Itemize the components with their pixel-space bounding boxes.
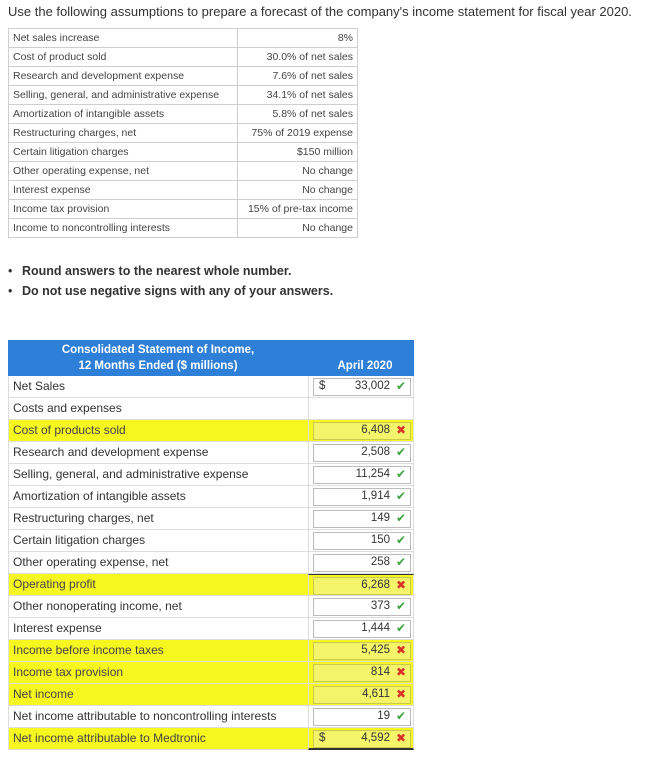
column-header-april-2020: April 2020 (337, 360, 393, 372)
answer-value: 6,408 (361, 424, 390, 436)
assumption-value: 8% (238, 29, 358, 48)
answer-input[interactable] (313, 444, 411, 462)
assumption-value: No change (238, 162, 358, 181)
answer-input[interactable] (313, 686, 411, 704)
answer-input[interactable] (313, 620, 411, 638)
x-mark-icon: ✖ (395, 665, 406, 679)
statement-row (8, 552, 414, 574)
assumption-row (9, 67, 358, 86)
checkmark-icon: ✔ (395, 445, 406, 459)
checkmark-icon: ✔ (395, 599, 406, 613)
statement-value-cell (308, 706, 414, 728)
statement-row-label: Selling, general, and administrative expense (8, 464, 308, 486)
assumption-row (9, 200, 358, 219)
assumption-row (9, 86, 358, 105)
statement-row-label: Net income (8, 684, 308, 706)
statement-row-label: Certain litigation charges (8, 530, 308, 552)
x-mark-icon: ✖ (395, 731, 406, 745)
statement-value-cell (308, 574, 414, 596)
assumption-label: Interest expense (9, 181, 238, 200)
assumption-row (9, 124, 358, 143)
assumption-label: Selling, general, and administrative expense (9, 86, 238, 105)
assumption-row (9, 48, 358, 67)
statement-value-cell (308, 442, 414, 464)
statement-value-cell (308, 684, 414, 706)
assumption-row (9, 105, 358, 124)
answer-input[interactable] (313, 510, 411, 528)
assumption-label: Other operating expense, net (9, 162, 238, 181)
answer-value: 373 (370, 600, 390, 612)
checkmark-icon: ✔ (395, 489, 406, 503)
statement-row-label: Income tax provision (8, 662, 308, 684)
assumption-row (9, 143, 358, 162)
assumption-value: 15% of pre-tax income (238, 200, 358, 219)
checkmark-icon: ✔ (395, 379, 406, 393)
assumption-label: Certain litigation charges (9, 143, 238, 162)
statement-row-label: Restructuring charges, net (8, 508, 308, 530)
statement-row (8, 486, 414, 508)
dollar-sign: $ (319, 380, 326, 392)
statement-row-label: Other nonoperating income, net (8, 596, 308, 618)
statement-row (8, 706, 414, 728)
statement-row (8, 684, 414, 706)
checkmark-icon: ✔ (395, 709, 406, 723)
statement-value-cell (308, 398, 414, 420)
statement-value-cell (308, 530, 414, 552)
assumption-label: Income to noncontrolling interests (9, 219, 238, 238)
assumption-value: 34.1% of net sales (238, 86, 358, 105)
x-mark-icon: ✖ (395, 578, 406, 592)
statement-row (8, 376, 414, 398)
x-mark-icon: ✖ (395, 643, 406, 657)
statement-value-cell (308, 508, 414, 530)
answer-value: 1,444 (361, 622, 390, 634)
instructions-text: Use the following assumptions to prepare a forecast of the company's income statement for fiscal year 2020. (8, 4, 632, 19)
statement-value-cell (308, 552, 414, 574)
answer-value: 258 (370, 556, 390, 568)
assumption-value: No change (238, 219, 358, 238)
answer-value: 150 (370, 534, 390, 546)
answer-value: 11,254 (355, 468, 390, 480)
answer-input[interactable] (313, 642, 411, 660)
statement-title-line2: 12 Months Ended ($ millions) (78, 360, 238, 372)
assumption-value: $150 million (238, 143, 358, 162)
statement-row (8, 464, 414, 486)
statement-title (8, 342, 308, 374)
assumption-label: Amortization of intangible assets (9, 105, 238, 124)
answer-value: 1,914 (361, 490, 390, 502)
assumption-row (9, 29, 358, 48)
statement-value-cell (308, 640, 414, 662)
statement-row-label: Interest expense (8, 618, 308, 640)
statement-row (8, 420, 414, 442)
answer-input[interactable] (313, 378, 411, 396)
assumption-value: 5.8% of net sales (238, 105, 358, 124)
answer-input[interactable] (313, 532, 411, 550)
statement-row-label: Amortization of intangible assets (8, 486, 308, 508)
statement-row-label: Costs and expenses (8, 398, 308, 420)
answer-input[interactable] (313, 577, 411, 595)
checkmark-icon: ✔ (395, 511, 406, 525)
answer-value: 149 (370, 512, 390, 524)
assumption-value: No change (238, 181, 358, 200)
statement-row-label: Other operating expense, net (8, 552, 308, 574)
assumption-label: Income tax provision (9, 200, 238, 219)
checkmark-icon: ✔ (395, 467, 406, 481)
answer-input[interactable] (313, 598, 411, 616)
assumption-label: Restructuring charges, net (9, 124, 238, 143)
assumption-value: 30.0% of net sales (238, 48, 358, 67)
answer-input[interactable] (313, 466, 411, 484)
statement-row (8, 618, 414, 640)
statement-row (8, 640, 414, 662)
assumption-label: Research and development expense (9, 67, 238, 86)
checkmark-icon: ✔ (395, 621, 406, 635)
assumption-row (9, 162, 358, 181)
instruction-notes (8, 262, 333, 302)
statement-row (8, 398, 414, 420)
answer-value: 5,425 (361, 644, 390, 656)
answer-input[interactable] (313, 554, 411, 572)
answer-input[interactable] (313, 664, 411, 682)
statement-header (8, 340, 414, 376)
statement-value-cell (308, 596, 414, 618)
assumption-value: 75% of 2019 expense (238, 124, 358, 143)
statement-row-label: Research and development expense (8, 442, 308, 464)
note-rounding: • Round answers to the nearest whole number. (8, 262, 333, 282)
statement-row-label: Cost of products sold (8, 420, 308, 442)
answer-value: 4,592 (361, 732, 390, 744)
statement-row-label: Net income attributable to noncontrolling interests (8, 706, 308, 728)
answer-input[interactable] (313, 730, 411, 748)
statement-row-label: Income before income taxes (8, 640, 308, 662)
statement-title-line1: Consolidated Statement of Income, (61, 344, 255, 356)
answer-value: 814 (370, 666, 390, 678)
assumption-label: Net sales increase (9, 29, 238, 48)
x-mark-icon: ✖ (395, 423, 406, 437)
answer-value: 4,611 (362, 688, 390, 700)
statement-row (8, 662, 414, 684)
statement-value-cell (308, 618, 414, 640)
answer-input[interactable] (313, 422, 411, 440)
statement-row-label: Operating profit (8, 574, 308, 596)
answer-input[interactable] (313, 708, 411, 726)
answer-value: 19 (377, 710, 390, 722)
statement-row-label: Net income attributable to Medtronic (8, 728, 308, 750)
answer-value: 2,508 (361, 446, 390, 458)
statement-row (8, 596, 414, 618)
note-no-negatives: • Do not use negative signs with any of your answers. (8, 282, 333, 302)
checkmark-icon: ✔ (395, 533, 406, 547)
statement-value-cell (308, 486, 414, 508)
answer-value: 6,268 (361, 579, 390, 591)
dollar-sign: $ (319, 732, 326, 744)
statement-value-cell (308, 662, 414, 684)
answer-value: 33,002 (354, 380, 390, 392)
statement-row (8, 442, 414, 464)
statement-row (8, 574, 414, 596)
statement-row (8, 530, 414, 552)
statement-row (8, 728, 414, 750)
assumption-label: Cost of product sold (9, 48, 238, 67)
answer-input[interactable] (313, 488, 411, 506)
statement-value-cell (308, 376, 414, 398)
statement-row-label: Net Sales (8, 376, 308, 398)
assumption-row (9, 181, 358, 200)
statement-row (8, 508, 414, 530)
x-mark-icon: ✖ (395, 687, 406, 701)
statement-value-cell (308, 728, 414, 750)
income-statement (8, 340, 414, 750)
assumption-value: 7.6% of net sales (238, 67, 358, 86)
assumption-row (9, 219, 358, 238)
assumptions-table (8, 28, 358, 238)
statement-value-cell (308, 420, 414, 442)
statement-value-cell (308, 464, 414, 486)
checkmark-icon: ✔ (395, 555, 406, 569)
